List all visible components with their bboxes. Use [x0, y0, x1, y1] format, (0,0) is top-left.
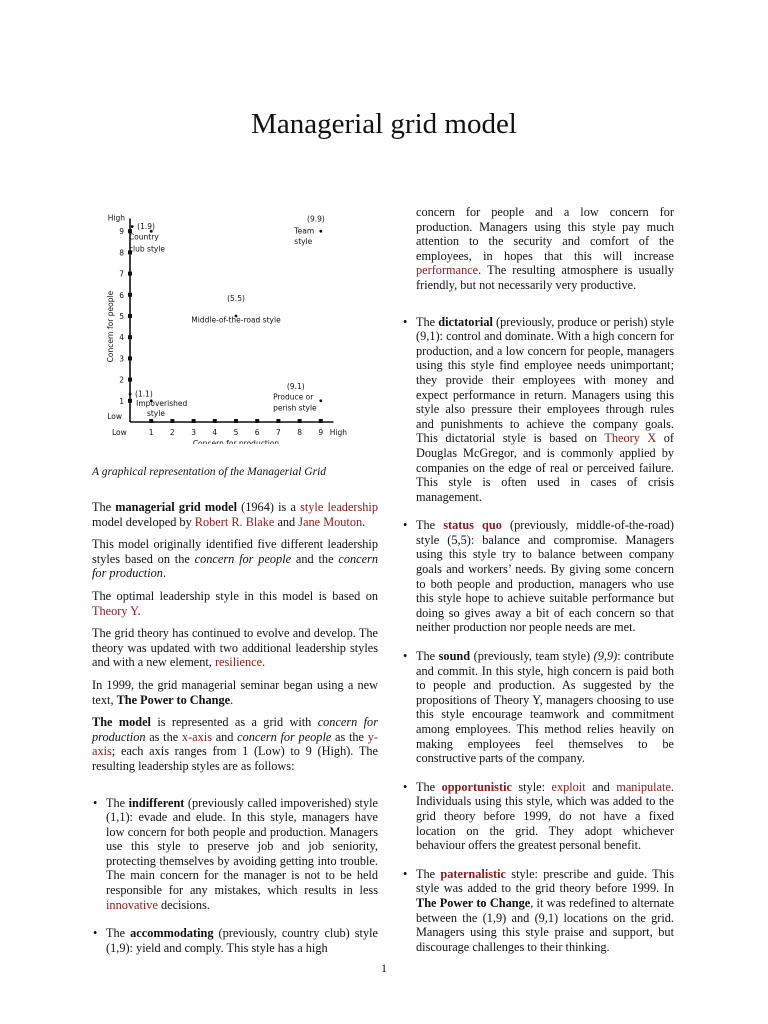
paragraph-1999: In 1999, the grid managerial seminar began using a new text, The Power to Change. [92, 677, 378, 707]
y-tick-mark [128, 314, 132, 318]
link-manipulate[interactable]: manipulate [616, 779, 671, 794]
list-item-paternalistic: • The paternalistic style: prescribe and guide. This style was added to the grid theory before 1999. In The Power to Change, it was redefined to alternate between the (1,9) and (9,1) locations on the grid. Managers using this style praise and support, but discourage challenges to their thinking. [402, 867, 674, 955]
point-bullet [129, 393, 132, 396]
paragraph-optimal: The optimal leadership style in this model is based on Theory Y. [92, 588, 378, 618]
list-item-dictatorial: • The dictatorial (previously, produce or perish) style (9,1): control and dominate. With a high concern for production, and a low concern for people, managers using this style find employee needs unimportant; they provide their employees with money and expect performance in return. Managers using this style also pressure their employees through rules and punishments to achieve the company goals. This dictatorial style is based on Theory X of Douglas McGregor, and is commonly applied by companies on the edge of real or perceived failure. This style is often used in cases of crisis management. [402, 315, 674, 505]
managerial-grid-figure [92, 212, 382, 444]
y-tick-label: 8 [119, 248, 124, 258]
link-performance[interactable]: performance [416, 263, 479, 278]
list-item-status-quo: • The status quo (previously, middle-of-the-road) style (5,5): balance and compromise. Managers using this style try to balance between company goals and workers’ needs. By giving some concern to both people and production, managers who use this style hope to achieve suitable performance but doing so gives away a bit of each concern so that neither production nor people needs are met. [402, 518, 674, 635]
point-bullet [131, 225, 134, 228]
paragraph-styles: This model originally identified five different leadership styles based on the concern for people and the concern for production. [92, 537, 378, 581]
list-item-opportunistic: • The opportunistic style: exploit and manipulate. Individuals using this style, which was added to the grid theory before 1999, do not have a fixed location on the grid. They adopt whichever behaviour offers the greatest personal benefit. [402, 780, 674, 853]
paragraph-accommodating-cont: concern for people and a low concern for production. Managers using this style pay much attention to the security and comfort of the employees, in hopes that this will increase performance. The resulting atmosphere is usually friendly, but not necessarily very productive. [416, 205, 674, 292]
x-tick-mark [149, 419, 153, 423]
grid-point [319, 399, 322, 402]
grid-point [319, 230, 322, 233]
x-tick-mark [298, 419, 302, 423]
link-exploit[interactable]: exploit [551, 779, 586, 794]
y-tick-label: 5 [119, 312, 124, 321]
point-style-label: Impoverished [136, 399, 188, 409]
y-tick-mark [128, 335, 132, 339]
page-number: 1 [381, 961, 387, 975]
y-tick-label: 2 [119, 375, 124, 385]
managerial-grid-chart [92, 212, 382, 444]
point-coord-label: (1.9) [137, 222, 155, 232]
figure-caption: A graphical representation of the Managerial Grid [92, 466, 327, 478]
y-tick-mark [128, 378, 132, 382]
y-tick-mark [128, 272, 132, 276]
x-tick-mark [276, 419, 280, 423]
x-low-label: Low [112, 428, 127, 437]
x-tick-mark [255, 419, 259, 423]
y-high-label: High [107, 213, 125, 223]
point-style-label: style [146, 409, 165, 419]
point-coord-label: (5.5) [227, 294, 245, 304]
point-style-label: Middle-of-the-road style [191, 315, 281, 325]
point-style-label: Country [128, 232, 159, 242]
link-resilience[interactable]: resilience [214, 655, 263, 670]
style-list-left [92, 796, 378, 956]
link-robert-blake[interactable]: Robert R. Blake [194, 514, 275, 529]
y-tick-label: 3 [119, 354, 124, 364]
paragraph-evolve: The grid theory has continued to evolve and develop. The theory was updated with two additional leadership styles and with a new element, resilience. [92, 626, 378, 670]
x-tick-label: 2 [170, 428, 175, 437]
point-style-label: Team [294, 226, 315, 236]
link-opportunistic[interactable]: opportunistic [441, 779, 512, 794]
x-tick-label: 7 [276, 428, 281, 437]
left-column [92, 500, 378, 955]
y-tick-mark [128, 293, 132, 297]
link-y-axis[interactable]: y-axis [92, 729, 378, 759]
y-tick-label: 1 [119, 396, 124, 406]
y-tick-label: 7 [119, 269, 124, 279]
x-tick-label: 1 [148, 428, 154, 437]
x-tick-mark [319, 419, 323, 423]
link-x-axis[interactable]: x-axis [181, 729, 212, 744]
x-tick-label: 3 [191, 428, 196, 437]
point-coord-label: (1.1) [135, 389, 153, 399]
link-theory-y[interactable]: Theory Y [92, 603, 138, 618]
link-jane-mouton[interactable]: Jane Mouton [298, 514, 363, 529]
paragraph-intro: The managerial grid model (1964) is a style leadership model developed by Robert R. Blake and Jane Mouton. [92, 500, 378, 529]
right-column [402, 205, 674, 954]
link-paternalistic[interactable]: paternalistic [440, 866, 506, 881]
link-innovative[interactable]: innovative [106, 897, 158, 912]
x-tick-label: 5 [233, 428, 239, 437]
y-tick-label: 9 [119, 227, 124, 237]
point-coord-label: (9.1) [286, 382, 305, 392]
style-list-right [402, 315, 674, 955]
x-tick-mark [192, 419, 196, 423]
x-axis-title: Concern for production [192, 439, 280, 444]
page-title: Managerial grid model [251, 108, 517, 140]
x-tick-label: 9 [318, 428, 324, 437]
y-tick-label: 4 [119, 333, 124, 343]
x-tick-mark [234, 419, 238, 423]
point-style-label: Produce or [273, 392, 314, 402]
x-tick-label: 4 [212, 428, 218, 437]
x-tick-mark [170, 419, 174, 423]
x-high-label: High [329, 428, 348, 437]
point-coord-label: (9.9) [307, 214, 325, 224]
list-item-indifferent: • The indifferent (previously called impoverished) style (1,1): evade and elude. In this style, managers have low concern for both people and production. Managers use this style to preserve job and job seniority, protecting themselves by avoiding getting into trouble. The main concern for the manager is not to be held responsible for any mistakes, which results in less innovative decisions. [92, 796, 378, 913]
y-tick-label: 6 [119, 290, 124, 300]
link-style-leadership[interactable]: style leadership [300, 500, 378, 514]
paragraph-model: The model is represented as a grid with concern for production as the x-axis and concern for people as the y-axis; each axis ranges from 1 (Low) to 9 (High). The resulting leadership styles are as follows: [92, 715, 378, 773]
y-low-label: Low [107, 412, 122, 421]
point-style-label: perish style [273, 403, 317, 413]
y-tick-mark [128, 356, 132, 360]
x-tick-label: 8 [297, 428, 302, 437]
point-style-label: club style [128, 244, 166, 254]
y-axis-title: Concern for people [106, 290, 115, 363]
x-tick-label: 6 [254, 428, 260, 437]
y-tick-mark [128, 399, 132, 403]
list-item-sound: • The sound (previously, team style) (9,9): contribute and commit. In this style, high concern is paid both to people and production. As suggested by the propositions of Theory Y, managers choosing to use this style encourage teamwork and commitment among employees. This method relies heavily on making employees feel themselves to be constructive parts of the company. [402, 649, 674, 766]
link-theory-x[interactable]: Theory X [604, 431, 657, 446]
list-item-accommodating: • The accommodating (previously, country club) style (1,9): yield and comply. This style has a high [92, 926, 378, 955]
point-style-label: style [294, 236, 313, 246]
link-status-quo[interactable]: status quo [443, 518, 502, 533]
x-tick-mark [213, 419, 217, 423]
